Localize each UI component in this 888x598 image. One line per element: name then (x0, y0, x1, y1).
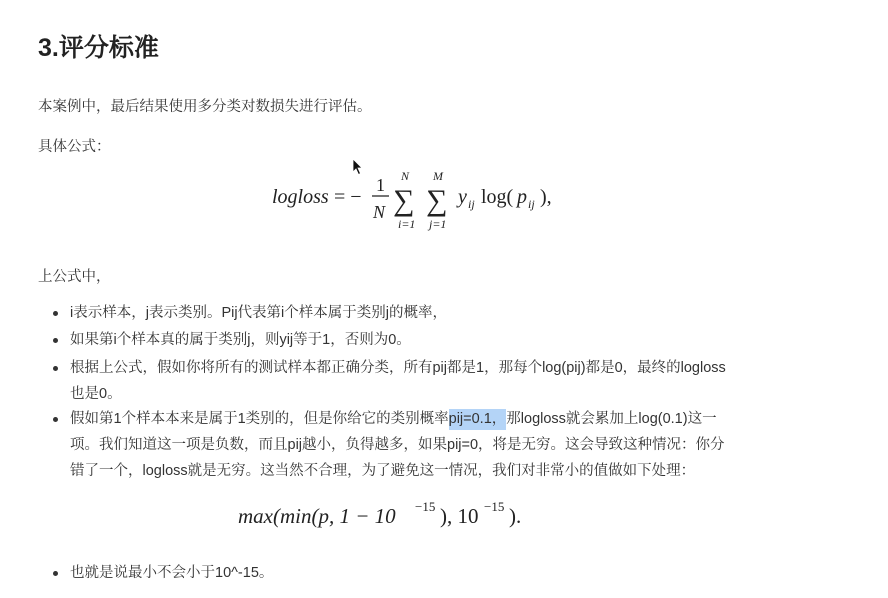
list-item-text: 也是0。 (70, 386, 122, 402)
bullet-dot (53, 338, 58, 343)
list-item-text: 如果第i个样本真的属于类别j，则yij等于1，否则为0。 (70, 332, 411, 348)
list-item (70, 560, 805, 586)
y-term: y (458, 186, 467, 208)
formula-lhs: logloss (272, 186, 329, 208)
sum2-symbol: ∑ (426, 184, 448, 217)
sum1-lower: i=1 (398, 217, 416, 231)
sum1-symbol: ∑ (393, 184, 415, 217)
list-item-text: 根据上公式，假如你将所有的测试样本都正确分类，所有pij都是1，那每个log(pij)都是0，最终的logloss (70, 360, 726, 376)
selected-text-highlight[interactable]: pij=0.1， (449, 409, 507, 430)
sum2-lower: j=1 (429, 217, 447, 231)
mouse-cursor-icon (352, 158, 364, 176)
bullet-dot (53, 366, 58, 371)
list-item-text: 假如第1个样本本来是属于1类别的，但是你给它的类别概率 (70, 411, 449, 427)
intro-paragraph: 本案例中，最后结果使用多分类对数损失进行评估。 (38, 99, 372, 115)
formula2-end: ). (509, 504, 522, 528)
formula2-exponent-2: −15 (484, 499, 505, 514)
formula2-mid: ), 10 (440, 504, 479, 528)
list-item-text: 也就是说最小不会小于10^-15。 (70, 565, 274, 581)
log-open: log( (481, 186, 514, 208)
list-item (70, 300, 805, 326)
formula-equals-minus: = − (334, 186, 362, 208)
list-item-text: i表示样本，j表示类别。Pij代表第i个样本属于类别j的概率， (70, 305, 447, 321)
clip-formula (236, 497, 536, 537)
formula2-exponent-1: −15 (415, 499, 436, 514)
list-item-text: 项。我们知道这一项是负数，而且pij越小，负得越多，如果pij=0，将是无穷。这会导致这种情况：你分 (70, 437, 725, 453)
sum1-upper: N (401, 169, 410, 183)
formula-close: ), (540, 186, 552, 208)
p-subscript: ij (528, 197, 535, 211)
bullet-dot (53, 571, 58, 576)
fraction-numerator: 1 (376, 175, 385, 195)
formula-after-label: 上公式中， (38, 269, 111, 285)
y-subscript: ij (468, 197, 475, 211)
formula-label: 具体公式： (38, 139, 111, 155)
list-item-text: 那logloss就会累加上log(0.1)这一 (506, 411, 717, 427)
list-item (70, 327, 805, 353)
logloss-formula (272, 168, 572, 238)
formula2-start: max(min(p, 1 − 10 (238, 504, 396, 528)
bullet-dot (53, 417, 58, 422)
list-item-text: 错了一个，logloss就是无穷。这当然不合理，为了避免这一情况，我们对非常小的值做如下处理： (70, 463, 696, 479)
list-item (70, 406, 805, 484)
list-item (70, 355, 805, 407)
sum2-upper: M (433, 169, 443, 183)
section-heading: 3.评分标准 (38, 34, 159, 62)
fraction-denominator: N (373, 202, 386, 222)
bullet-dot (53, 311, 58, 316)
p-term: p (517, 186, 527, 208)
